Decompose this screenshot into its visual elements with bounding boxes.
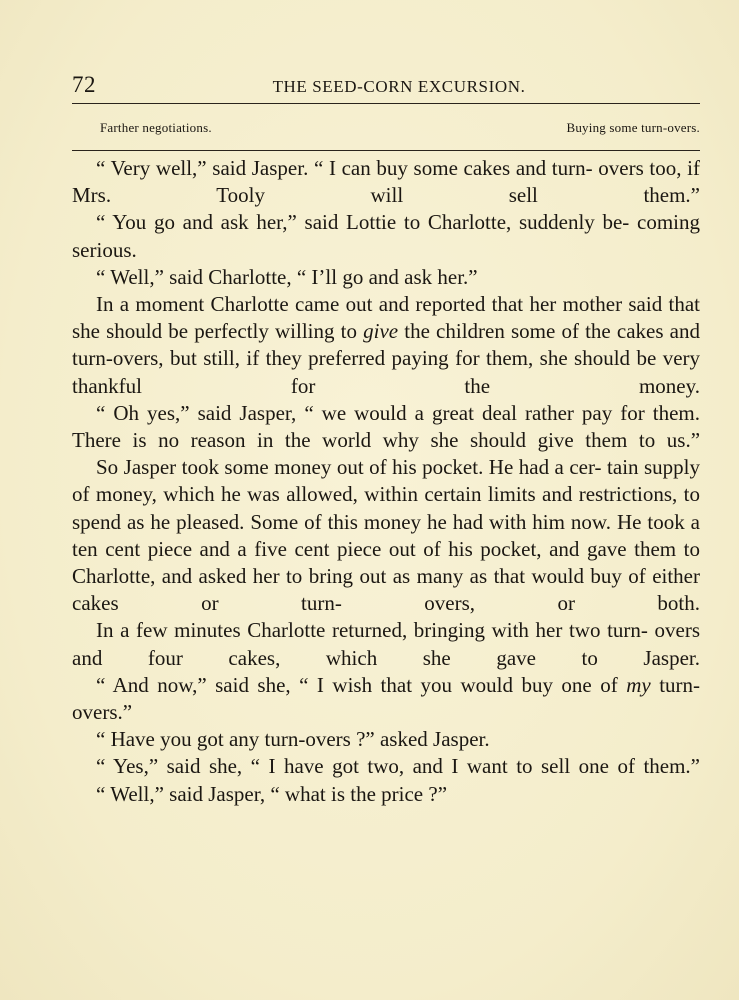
paragraph <box>72 726 700 753</box>
paragraph <box>72 454 700 617</box>
paragraph <box>72 672 700 726</box>
sidenote-right: Buying some turn-overs. <box>566 120 700 135</box>
italic-word: give <box>363 319 399 344</box>
running-head <box>72 72 700 102</box>
text-line: them, she should be very thankful for the money. <box>72 346 701 398</box>
text-line: “ Yes,” said she, “ I have got two, and I want to sell one of <box>96 754 635 779</box>
text-line: and restrictions, to spend as he pleased. Some of this money he <box>72 482 701 534</box>
header-rule <box>72 103 700 104</box>
text-line: “ And now,” said she, “ I wish that you would buy one of <box>96 672 627 697</box>
paragraph <box>72 781 700 808</box>
paragraph <box>72 264 700 291</box>
text-line: them. There is no reason in the world why she should give them <box>72 400 701 453</box>
paragraph <box>72 617 700 671</box>
text-line: the children some <box>398 319 556 344</box>
paragraph <box>72 753 700 780</box>
paragraph <box>72 291 700 400</box>
text-line: coming serious. <box>72 210 700 262</box>
text-line: So Jasper took some money out of his pocket. He had a cer- <box>96 455 602 480</box>
paragraph <box>72 155 700 209</box>
text-line: said that she should be perfectly willing to <box>72 292 700 344</box>
text-line: “ Very well,” said Jasper. “ I can buy some cakes and turn- <box>96 156 593 180</box>
text-line: turn-overs.” <box>72 672 701 725</box>
paragraph <box>72 400 700 454</box>
text-line: to us.” <box>638 428 701 453</box>
text-line: overs too, if Mrs. Tooly will sell them.” <box>72 156 701 208</box>
italic-word: my <box>626 672 651 697</box>
sidenote-rule <box>72 150 700 151</box>
text-line: In a moment Charlotte came out and reported that her mother <box>96 292 623 317</box>
page-number: 72 <box>72 72 96 97</box>
text-line: had with him now. He took a ten cent piece and a five cent piece <box>72 509 700 561</box>
text-line: “ Well,” said Jasper, “ what is the price ?” <box>96 781 448 806</box>
sidenote-left: Farther negotiations. <box>100 120 212 135</box>
text-line: “ Well,” said Charlotte, “ I’ll go and ask her.” <box>96 264 478 289</box>
paragraph <box>72 209 700 263</box>
text-line: them.” <box>643 754 700 779</box>
text-line: tain supply of money, which he was allowed, within certain limits <box>72 455 701 507</box>
text-line: bring out as many as that would buy of either cakes or turn- <box>72 564 701 616</box>
body-text <box>72 155 700 808</box>
text-line: of the cakes and turn-overs, but still, if they preferred paying for <box>72 319 700 371</box>
text-line: “ Have you got any turn-overs ?” asked Jasper. <box>96 727 490 752</box>
text-line: “ Oh yes,” said Jasper, “ we would a great deal rather pay for <box>96 400 645 425</box>
text-line: “ You go and ask her,” said Lottie to Charlotte, suddenly be- <box>96 210 630 235</box>
page-title: THE SEED-CORN EXCURSION. <box>272 77 526 96</box>
text-line: overs and four cakes, which she gave to Jasper. <box>72 618 701 670</box>
text-line: out of his pocket, and gave them to Charlotte, and asked her to <box>72 536 700 589</box>
text-line: In a few minutes Charlotte returned, bringing with her two turn- <box>96 618 648 643</box>
text-line: overs, or both. <box>424 591 700 616</box>
